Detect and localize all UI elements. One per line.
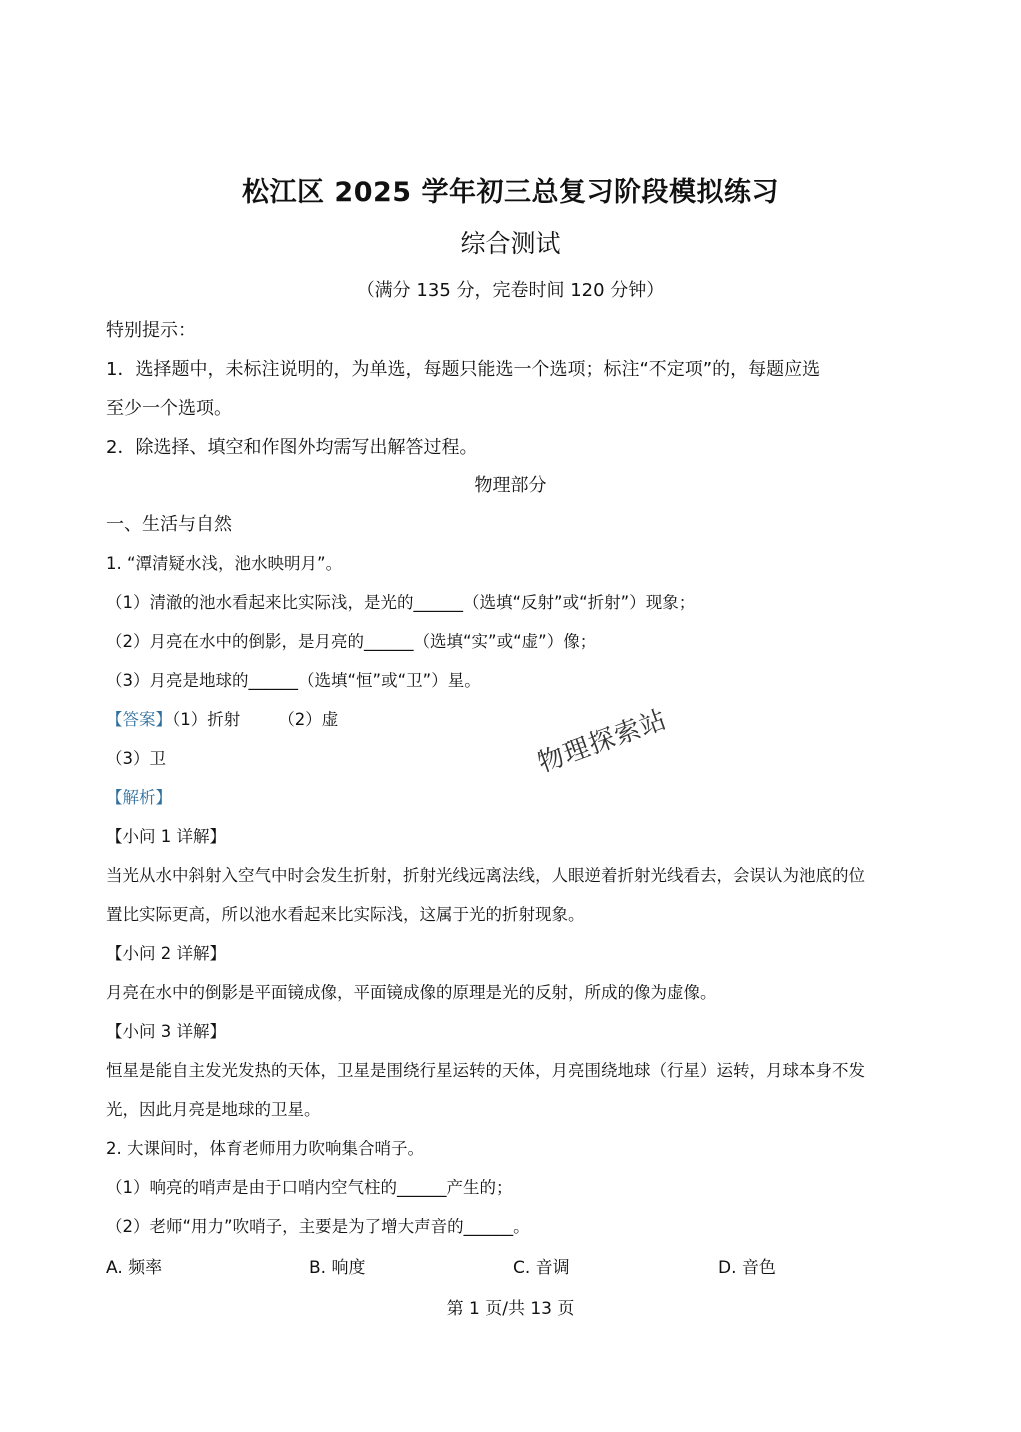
sub-question-3-label: 【小问 3 详解】 [106, 1022, 226, 1041]
analysis-label: 【解析】 [106, 788, 172, 807]
part-title: 物理部分 [474, 475, 547, 496]
sub-question-2-line-1: 月亮在水中的倒影是平面镜成像，平面镜成像的原理是光的反射，所成的像为虚像。 [106, 983, 717, 1002]
section-heading: 一、生活与自然 [106, 514, 232, 535]
page-footer: 第 1 页/共 13 页 [446, 1299, 575, 1319]
answer-part-2: （2）虚 [278, 710, 339, 729]
answer-part-3: （3）卫 [106, 749, 166, 768]
answer-row [106, 706, 338, 730]
answer-label: 【答案】 [106, 710, 172, 729]
notice-item-1-line-2: 至少一个选项。 [106, 398, 232, 419]
question-1-part-3: （3）月亮是地球的______（选填“恒”或“卫”）星。 [106, 671, 481, 690]
watermark: 物理探索站 [534, 704, 672, 779]
question-1-part-2: （2）月亮在水中的倒影，是月亮的______（选填“实”或“虚”）像； [106, 632, 597, 651]
notice-item-1-line-1: 1．选择题中，未标注说明的，为单选，每题只能选一个选项；标注“不定项”的，每题应选 [106, 359, 821, 380]
notice-item-2: 2．除选择、填空和作图外均需写出解答过程。 [106, 437, 478, 458]
question-2-part-2: （2）老师“用力”吹哨子，主要是为了增大声音的______。 [106, 1217, 530, 1236]
notice-heading: 特别提示： [106, 320, 196, 341]
question-2-part-1: （1）响亮的哨声是由于口哨内空气柱的______产生的； [106, 1178, 513, 1197]
option-d: D. 音色 [718, 1258, 776, 1278]
answer-part-1: （1）折射 [172, 710, 241, 729]
option-b: B. 响度 [309, 1258, 366, 1278]
question-1-stem: 1. “潭清疑水浅，池水映明月”。 [106, 554, 343, 573]
option-c: C. 音调 [513, 1258, 570, 1278]
option-a: A. 频率 [106, 1258, 163, 1278]
sub-question-1-line-2: 置比实际更高，所以池水看起来比实际浅，这属于光的折射现象。 [106, 905, 585, 924]
question-1-part-1: （1）清澈的池水看起来比实际浅，是光的______（选填“反射”或“折射”）现象； [106, 593, 696, 612]
sub-question-2-label: 【小问 2 详解】 [106, 944, 226, 963]
sub-question-1-label: 【小问 1 详解】 [106, 827, 226, 846]
sub-question-3-line-1: 恒星是能自主发光发热的天体，卫星是围绕行星运转的天体，月亮围绕地球（行星）运转，月球本身不发 [106, 1061, 865, 1080]
sub-question-3-line-2: 光，因此月亮是地球的卫星。 [106, 1100, 321, 1119]
exam-title: 松江区 2025 学年初三总复习阶段模拟练习 [242, 177, 779, 208]
question-2-stem: 2. 大课间时，体育老师用力吹响集合哨子。 [106, 1139, 424, 1158]
exam-meta: （满分 135 分，完卷时间 120 分钟） [356, 280, 665, 301]
exam-subtitle: 综合测试 [460, 229, 561, 258]
sub-question-1-line-1: 当光从水中斜射入空气中时会发生折射，折射光线远离法线，人眼逆着折射光线看去，会误认为池底的位 [106, 866, 865, 885]
